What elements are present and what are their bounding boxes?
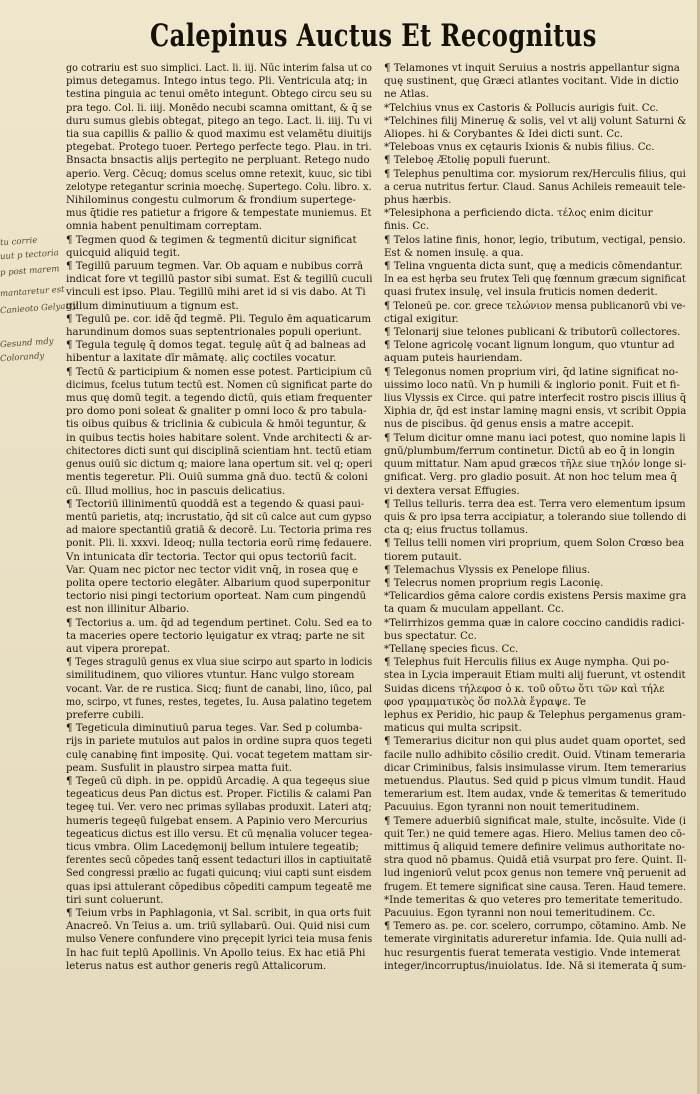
right-text-column <box>384 62 686 1082</box>
text-line: maticus qui multa scripsit. <box>384 723 522 735</box>
text-line: pro domo poni soleat & gnaliter p omni loco & pro tabula- <box>66 406 367 418</box>
text-line: tis oibus quibus & triclinia & cubicula & hmōi teguntur, & <box>66 419 367 431</box>
text-line: culę canabinę fint impositę. Qui. vocat tegetem mattam sir- <box>66 749 373 761</box>
text-line: aperio. Verg. Cēcuq; domus scelus omne retexit, kuuc, sic tibi <box>66 168 372 180</box>
text-line: preferre cubili. <box>66 709 145 721</box>
text-line: bus spectatur. Cc. <box>384 630 477 642</box>
text-line: lephus ex Peridio, hic paup & Telephus pergamenus gram- <box>384 709 686 721</box>
text-line: ta quam & muculam appellant. Cc. <box>384 604 565 616</box>
text-line: quum mittatur. Nam apud græcos τῆλε siue τηλόν longe si- <box>384 459 687 471</box>
text-line: duru sumus glebis obtegat, pitego an tego. Lact. li. iiij. Tu vi <box>66 115 373 127</box>
text-line: Var. Quam nec pictor nec tector vidit vnq̄, in rosea quę e <box>66 564 359 576</box>
text-line: mus q̄tidie res patietur a frigore & tempestate muniemus. Et <box>66 208 372 220</box>
text-line: ¶ Tellus telluris. terra dea est. Terra vero elementum ipsum <box>384 498 686 510</box>
text-line: stea in Lycia imperauit Etiam multi alij fuerunt, vt ostendit <box>384 670 686 682</box>
margin-note: Canieoto Gelyatty <box>0 300 78 317</box>
text-line: integer/incorruptus/inuiolatus. Ide. Nā si itemerata q̄ sum- <box>384 960 687 972</box>
text-line: ¶ Teges stragulū genus ex vlua siue scirpo aut sparto in lodicis <box>66 657 373 669</box>
text-line: temerarium est. Item audax, vnde & temeritas & temeritudo <box>384 789 687 801</box>
margin-note: p post marem <box>0 264 60 279</box>
text-line: Pacuuius. Egon tyranni non noui temeritudinem. Cc. <box>384 908 656 919</box>
text-line: ¶ Telonarij siue telones publicani & tributorū collectores. <box>384 327 681 339</box>
text-line: ¶ Temere aduerbiū significat male, stulte, incōsulte. Vide (i <box>384 815 686 827</box>
text-line: ¶ Teium vrbs in Paphlagonia, vt Sal. scribit, in qua orts fuit <box>66 908 372 919</box>
text-line: Vn intunicata dīr tectoria. Tector qui opus tectoriū facit. <box>66 551 357 563</box>
text-line: similitudinem, quo viliores vtuntur. Hanc vulgo stoream <box>66 670 355 682</box>
text-line: ¶ Telephus fuit Herculis filius ex Auge nympha. Qui po- <box>384 657 670 669</box>
text-line: ¶ Telephus penultima cor. mysiorum rex/Herculis filius, qui <box>384 168 686 180</box>
margin-note: uut p tectoria <box>0 248 60 263</box>
margin-note: mantaretur est <box>0 284 65 300</box>
text-line: gnificat. Verg. pro gladio posuit. At non hoc telum mea q̄ <box>384 472 677 484</box>
text-line: aquam puteis hauriendam. <box>384 353 523 365</box>
text-line: chitectores dicti sunt qui disciplinā scientiam hnt. tectū etiam <box>66 445 372 457</box>
text-line: mentis tegeretur. Pli. Ouiū summa gnā duo. tectū & coloni <box>66 472 368 484</box>
text-line: Sed congressi prælio ac fugati quicunq; viui capti sunt eisdem <box>66 868 372 880</box>
text-line: ¶ Tectoriū illinimentū quoddā est a tegendo & quasi paui- <box>66 498 365 510</box>
text-line: Xiphia dr, q̄d est instar laminę magni ensis, vt scribit Oppia <box>384 406 687 418</box>
text-line: ¶ Tellus telli nomen viri proprium, quem Solon Crœso bea <box>384 538 685 550</box>
text-line: go cotrariu est suo simplici. Lact. li. iij. Nūc interim falsa ut co <box>66 63 372 74</box>
text-line: ¶ Tegeū cū diph. in pe. oppidū Arcadię. A qua tegeęus siue <box>66 775 370 787</box>
text-line: temerate virginitatis adureretur infamia. Ide. Quia nulli ad- <box>384 934 687 946</box>
text-line: ¶ Temero as. pe. cor. scelero, corrumpo, cōtamino. Amb. Ne <box>384 921 687 933</box>
text-line: testina pinguia ac tenui omēto integunt. Obtego circu seu su <box>66 89 373 101</box>
text-line: ¶ Tectū & participium & nomen esse potest. Participium cū <box>66 366 372 378</box>
text-line: gnū/plumbum/ferrum continetur. Dictū ab eo q̄ in longin <box>384 445 675 457</box>
text-line: tectorio nisi pingi tectorium oporteat. Nam cum pingendū <box>66 591 367 603</box>
text-line: mulso Venere confundere vino pręcepit lyrici teia musa fenis <box>66 934 373 946</box>
text-line: facile nullo adhibito cōsilio credit. Ouid. Vtinam temeraria <box>384 749 686 761</box>
text-line: quasi frutex insulę, vel insula fruticis nomen dederit. <box>384 287 658 299</box>
text-line: *Telesiphona a perficiendo dicta. τέλος enim dicitur <box>384 208 653 220</box>
text-line: humeris tegeęū fulgebat ensem. A Papinio vero Mercurius <box>66 815 368 827</box>
text-line: huc resurgentis fuerat temerata vestigio. Vnde intemerat <box>384 947 681 959</box>
text-line: pra tego. Col. li. iiij. Monēdo necubi scamna omittant, & q̄ se <box>66 102 372 114</box>
text-line: dicimus, fcelus tutum tectū est. Nomen cū significat parte do <box>66 379 373 391</box>
text-line: ¶ Telemachus Vlyssis ex Penelope filius. <box>384 564 591 576</box>
text-line: stra quod nō pbamus. Quidā etiā vsurpat pro fere. Quint. Il- <box>384 855 687 867</box>
text-line: mittimus q̄ aliquid temere definire velimus authoritate no- <box>384 841 685 853</box>
text-line: φοσ γραμματικὸς ὅσ πολλὰ ἔγραψε. Te <box>384 696 586 708</box>
text-line: in quibus tectis hoies habitare solent. Vnde architecti & ar- <box>66 432 372 444</box>
text-line: omnia habent penultimam correptam. <box>66 221 263 233</box>
text-line: tegeę tui. Ver. vero nec primas syllabas produxit. Lateri atq; <box>66 802 372 814</box>
text-line: mentū parietis, atq; incrustatio, q̄d sit cū calce aut cum gypso <box>66 511 372 523</box>
text-line: tegeaticus dictus est illo versu. Et cū męnalia volucer tegea- <box>66 828 373 840</box>
header-title: Calepinus Auctus Et Recognitus <box>150 18 597 54</box>
text-line: pimus detegamus. Intego intus tego. Pli. Ventricula atq; in <box>66 76 368 88</box>
text-line: frugem. Et temere significat sine causa. Teren. Haud temere. <box>384 881 687 893</box>
text-line: polita opere tectorio elegāter. Albarium quod superponitur <box>66 577 371 589</box>
text-line: ptegebat. Protego tuoer. Pertego perfecte tego. Plau. in tri. <box>66 142 372 154</box>
text-line: Aliopes. hi & Corybantes & Idei dicti sunt. Cc. <box>384 129 624 141</box>
text-line: ctigal exigitur. <box>384 313 459 325</box>
text-line: finis. Cc. <box>384 221 430 233</box>
text-line: ¶ Temerarius dicitur non qui plus audet quam oportet, sed <box>384 736 686 748</box>
text-line: ¶ Telina vnguenta dicta sunt, quę a medicis cōmendantur. <box>384 261 683 273</box>
left-text-column <box>66 62 372 1082</box>
text-line: est non illinitur Albario. <box>66 604 190 616</box>
text-line: ¶ Tectorius a. um. q̄d ad tegendum pertinet. Colu. Sed ea to <box>66 617 372 629</box>
text-line: lius Vlyssis ex Circe. qui patre interfecit rostro piscis illius q̄ <box>384 393 687 405</box>
text-line: ¶ Telecrus nomen proprium regis Laconię. <box>384 577 604 589</box>
text-line: tia sua capillis & pallio & quod maximu est velamētu diuitijs <box>66 129 372 141</box>
text-line: leterus natus est author generis regū Attalicorum. <box>66 960 327 972</box>
text-line: quis & pro ipsa terra accipiatur, a tolerando siue tollendo di <box>384 511 687 523</box>
text-line: peam. Susfulit in plaustro sirpea matta fuit. <box>66 762 293 774</box>
text-line: ad maiore spectantiū gratiā & decorē. Lu. Tectoria prima res <box>66 525 372 537</box>
text-line: vinculi est ipso. Plau. Tegillū mihi aret id si vis dabo. At Ti <box>66 287 366 299</box>
text-line: cta q; eius fructus tollamus. <box>384 525 529 537</box>
text-line: tiorem putauit. <box>384 551 462 563</box>
text-line: vi dextera versat Effugies. <box>384 485 520 497</box>
text-line: ¶ Teloneū pe. cor. grece τελώνιον mensa publicanorū vbi ve- <box>384 300 686 312</box>
text-line: ne Atlas. <box>384 89 429 101</box>
text-line: In hac fuit teplū Apollinis. Vn Apollo teius. Ex hac etiā Phi <box>66 947 366 959</box>
text-line: *Inde temeritas & quo veteres pro temeritate temeritudo. <box>384 894 683 906</box>
text-line: Nihilominus congestu culmorum & frondium supertege- <box>66 195 356 207</box>
text-line: Suidas dicens τήλεφοσ ὁ κ. τοῦ οὔτω ὅτι τῶν καὶ τήλε <box>384 683 665 695</box>
text-line: ¶ Tegillū paruum tegmen. Var. Ob aquam e nubibus corrā <box>66 261 364 273</box>
text-line: hibentur a laxitate dīr māmatę. aliç coctiles vocatur. <box>66 353 337 365</box>
text-line: Bnsacta bnsactis alijs pertegito ne perpluant. Retego nudo <box>66 155 370 167</box>
text-line: Est & nomen insulę. a qua. <box>384 247 524 259</box>
text-line: ta maceries opere tectorio lęuigatur ex vtraq; parte ne sit <box>66 630 365 642</box>
text-line: *Teleboas vnus ex cętauris Ixionis & nubis filius. Cc. <box>384 142 655 154</box>
text-line: uissimo loco natū. Vn p humili & inglorio ponit. Fuit et fi- <box>384 379 680 391</box>
text-line: phus hærbis. <box>384 195 452 207</box>
text-line: ¶ Telos latine finis, honor, legio, tributum, vectigal, pensio. <box>384 234 686 246</box>
text-line: genus ouiū sic dictum q; maiore lana opertum sit. vel q; operi <box>66 459 373 471</box>
text-line: *Telchines filij Mineruę & solis, vel vt alij volunt Saturni & <box>384 115 687 127</box>
text-line: a cerua nutritus fertur. Claud. Sanus Achileis remeauit tele- <box>384 181 686 193</box>
text-line: tegeaticus deus Pan dictus est. Proper. Fictilis & calami Pan <box>66 789 372 801</box>
text-line: lud ingeniorū velut pcox genus non temere vnq̄ peruenit ad <box>384 868 687 880</box>
text-line: ferentes secū cōpedes tanq̄ essent tedacturi illos in captiuitatē <box>66 855 372 867</box>
text-line: ticus vmbra. Olim Lacedęmonij bellum intulere tegeatib; <box>66 841 359 853</box>
text-line: ¶ Telamones vt inquit Seruius a nostris appellantur signa <box>384 63 680 74</box>
text-line: ¶ Telum dicitur omne manu iaci potest, quo nomine lapis li <box>384 432 686 444</box>
text-line: dicar Criminibus, falsis insimulasse virum. Item temerarius <box>384 762 687 774</box>
text-line: Anacreō. Vn Teius a. um. triū syllabarū. Oui. Quid nisi cum <box>66 921 371 933</box>
text-line: mo, scirpo, vt funes, restes, tegetes, Iu. Ausa palatino tegetem <box>66 696 372 708</box>
text-line: ¶ Tegulū pe. cor. idē q̄d tegmē. Pli. Tegulo ēm aquaticarum <box>66 313 372 325</box>
text-line: In ea est hęrba seu frutex Teli quę fœnnum græcum significat <box>384 274 686 286</box>
text-line: quas ipsi attulerant cōpedibus cōpediti campum tegeatē me <box>66 881 372 893</box>
text-line: ¶ Teleboę Ætolię populi fuerunt. <box>384 155 551 167</box>
text-line: gillum diminutiuum a tignum est. <box>66 300 239 312</box>
text-line: *Tellanę species ficus. Cc. <box>384 643 519 655</box>
text-line: quit Ter.) ne quid temere agas. Hiero. Melius tamen deo cō- <box>384 828 686 840</box>
text-line: harundinum domos suas septentrionales populi operiunt. <box>66 327 362 339</box>
text-line: ¶ Telone agricolę vocant lignum longum, quo vtuntur ad <box>384 340 675 352</box>
text-line: vocant. Var. de re rustica. Sicq; fiunt de canabi, lino, iūco, pal <box>66 683 373 695</box>
text-line: quicquid aliquid tegit. <box>66 247 181 259</box>
text-line: nus de piscibus. q̄d genus ensis a matre accepit. <box>384 419 635 431</box>
margin-note: tu corrie <box>0 235 38 249</box>
text-line: quę sustinent, quę Græci atlantes vocitant. Vide in dictio <box>384 76 679 88</box>
text-line: ponit. Pli. li. xxxvi. Ideoq; nulla tectoria eorū rimę fedauere. <box>66 538 372 550</box>
text-line: *Telirrhizos gemma quæ in calore coccino candidis radici- <box>384 617 685 629</box>
running-header <box>150 14 670 58</box>
text-line: ¶ Tegula tegulę q̄ domos tegat. tegulę aūt q̄ ad balneas ad <box>66 340 366 352</box>
text-line: cū. Illud mollius, hoc in pascuis delicatius. <box>66 485 286 497</box>
text-line: ¶ Tegmen quod & tegimen & tegmentū dicitur significat <box>66 234 357 246</box>
text-line: aut vipera prorepat. <box>66 643 171 655</box>
text-line: zelotype retegantur scrinia moechę. Supertego. Colu. libro. x. <box>66 181 372 193</box>
text-line: indicat fore vt tegillū pastor sibi sumat. Est & tegillū cuculi <box>66 274 373 286</box>
text-line: Pacuuius. Egon tyranni non nouit temeritudinem. <box>384 802 640 814</box>
text-line: *Telicardios gēma calore cordis existens Persis maxime gra <box>384 591 687 603</box>
text-line: *Telchius vnus ex Castoris & Pollucis aurigis fuit. Cc. <box>384 102 659 114</box>
margin-note: Colorandy <box>0 351 45 365</box>
margin-note: Gesund mdy <box>0 336 54 351</box>
text-line: mus quę domū tegit. a tegendo dictū, quis etiam frequenter <box>66 393 373 405</box>
text-line: metuendus. Plautus. Sed quid p picus vlmum tundit. Haud <box>384 775 686 787</box>
text-line: rijs in pariete mutulos aut palos in ordine supra quos tegeti <box>66 736 373 748</box>
text-line: ¶ Tegeticula diminutiuū parua teges. Var. Sed p columba- <box>66 723 363 735</box>
text-line: ¶ Telegonus nomen proprium viri, q̄d latine significat no- <box>384 366 679 378</box>
text-line: tiri sunt coluerunt. <box>66 894 164 906</box>
